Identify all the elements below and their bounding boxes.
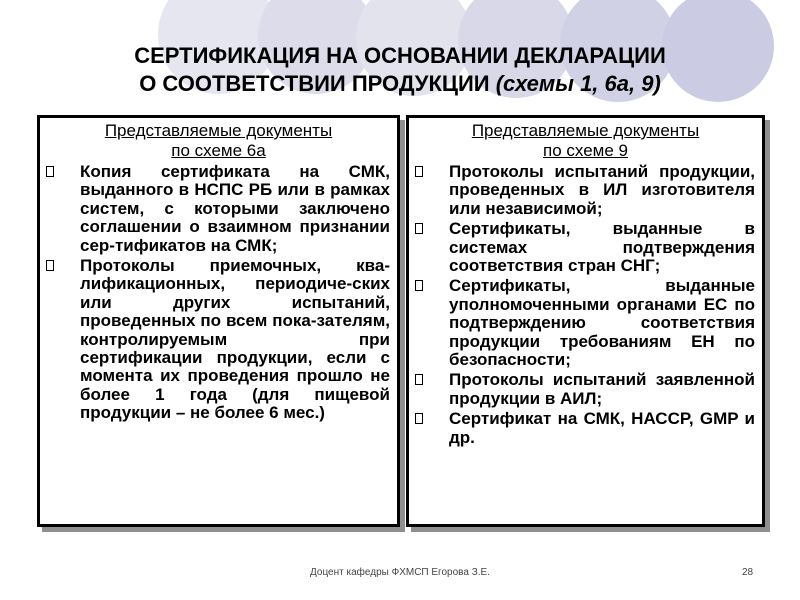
list-item (409, 410, 762, 447)
scheme-6a-heading-line2: по схеме 6а (171, 141, 266, 160)
square-bullet-icon (415, 166, 423, 177)
scheme-6a-document-list (40, 163, 397, 423)
list-item-text: Протоколы испытаний продукции, проведенных в ИЛ изготовителя или независимой; (449, 162, 755, 218)
list-item (40, 257, 397, 423)
scheme-9-heading-line1: Представляемые документы (471, 121, 700, 140)
list-item-text: Копия сертификата на СМК, выданного в НСПС РБ или в рамках систем, с которыми заключено соглашении о взаимном признании сер-тификатов на СМК; (80, 162, 390, 255)
scheme-6a-heading (40, 121, 397, 161)
list-item-text: Сертификат на СМК, НАССР, GMP и др. (449, 409, 755, 447)
list-item (40, 163, 397, 255)
list-item (409, 277, 762, 369)
list-item (409, 163, 762, 218)
list-item-text: Протоколы испытаний заявленной продукции в АИЛ; (449, 370, 755, 408)
slide-title-line1: СЕРТИФИКАЦИЯ НА ОСНОВАНИИ ДЕКЛАРАЦИИ (134, 43, 666, 68)
scheme-9-heading-line2: по схеме 9 (543, 141, 628, 160)
page-number: 28 (742, 567, 754, 578)
square-bullet-icon (415, 413, 423, 424)
square-bullet-icon (415, 374, 423, 385)
square-bullet-icon (46, 166, 54, 177)
scheme-9-panel (406, 115, 765, 527)
square-bullet-icon (415, 280, 423, 291)
slide-title-line2-main: О СООТВЕТСТВИИ ПРОДУКЦИИ (139, 71, 496, 96)
list-item (409, 371, 762, 408)
scheme-6a-heading-line1: Представляемые документы (104, 121, 333, 140)
scheme-9-document-list (409, 163, 762, 447)
scheme-9-heading (409, 121, 762, 161)
list-item-text: Протоколы приемочных, ква-лификационных, периодиче-ских или других испытаний, проведенных по всем пока-зателям, контролируемым при сертификации продукции, если с момента их проведения прошло не более 1 года (для пищевой продукции – не более 6 мес.) (80, 256, 390, 423)
slide-title-schemes: (схемы 1, 6а, 9) (495, 71, 661, 96)
list-item-text: Сертификаты, выданные уполномоченными органами ЕС по подтверждению соответствия продукции требованиям ЕН по безопасности; (449, 276, 755, 370)
slide-title-line2 (40, 70, 760, 98)
list-item (409, 220, 762, 275)
scheme-6a-panel (37, 115, 400, 527)
square-bullet-icon (415, 223, 423, 234)
square-bullet-icon (46, 260, 54, 271)
slide-title (40, 42, 760, 98)
list-item-text: Сертификаты, выданные в системах подтверждения соответствия стран СНГ; (449, 219, 755, 276)
footer-author: Доцент кафедры ФХМСП Егорова З.Е. (310, 567, 490, 578)
